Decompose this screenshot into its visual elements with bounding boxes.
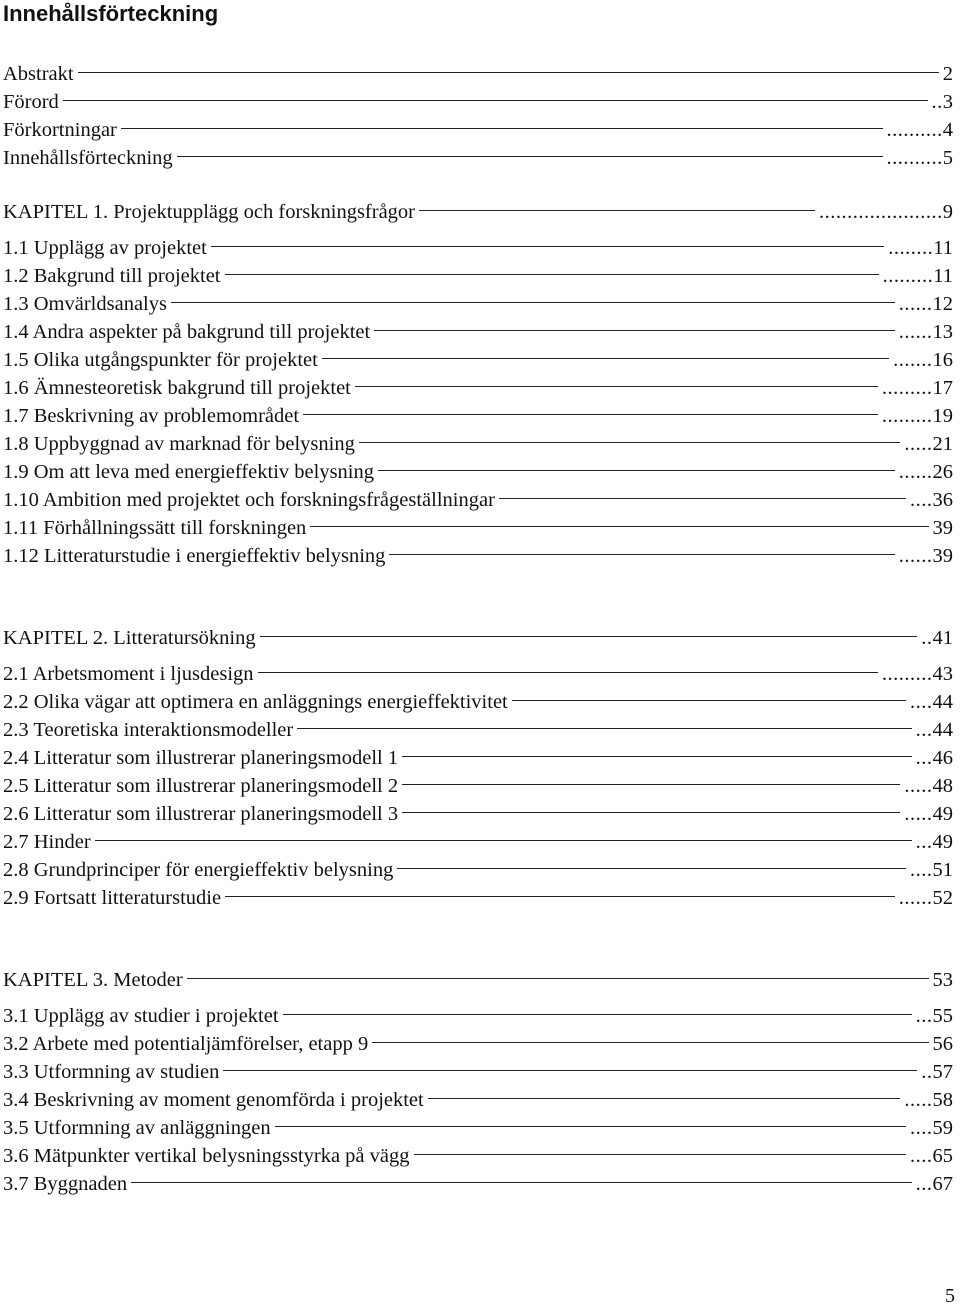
toc-entry-label: 1.8 Uppbyggnad av marknad för belysning: [3, 433, 355, 455]
toc-entry-page: 26: [932, 461, 953, 483]
toc-entry-label: 1.3 Omvärldsanalys: [3, 293, 167, 315]
toc-entry-page: 67: [932, 1173, 953, 1195]
toc-leader-line: [167, 282, 899, 310]
toc-entry-label: 1.10 Ambition med projektet och forskningsfrågeställningar: [3, 489, 495, 511]
toc-entry-page: 19: [932, 405, 953, 427]
toc-entry-label: 2.8 Grundprinciper för energieffektiv belysning: [3, 859, 394, 881]
toc-entry-label: 2.6 Litteratur som illustrerar planeringsmodell 3: [3, 803, 399, 825]
toc-leader-dots: ......: [898, 321, 933, 343]
toc-entry-label: 1.9 Om att leva med energieffektiv belysning: [3, 461, 374, 483]
toc-entry-page: 55: [932, 1005, 953, 1027]
toc-leader-dots: .....: [904, 775, 933, 797]
toc-entry-page: 3: [942, 91, 953, 113]
toc-entry-label: 2.4 Litteratur som illustrerar planeringsmodell 1: [3, 747, 399, 769]
toc-entry-page: 44: [932, 719, 953, 741]
toc-entry-page: 39: [932, 545, 953, 567]
toc-leader-line: [351, 366, 882, 394]
toc-leader-line: [59, 80, 932, 108]
toc-leader-line: [183, 958, 933, 986]
toc-entry-label: 1.5 Olika utgångspunkter för projektet: [3, 349, 318, 371]
toc-entry-page: 12: [932, 293, 953, 315]
toc-leader-line: [279, 994, 916, 1022]
toc-entry-page: 41: [932, 627, 953, 649]
toc-entry-label: 2.1 Arbetsmoment i ljusdesign: [3, 663, 254, 685]
toc-entry-label: 1.2 Bakgrund till projektet: [3, 265, 221, 287]
toc-entry-label: 1.11 Förhållningssätt till forskningen: [3, 517, 307, 539]
toc-entry-page: 48: [932, 775, 953, 797]
toc-leader-dots: ....: [910, 859, 933, 881]
toc-entry-label: 3.3 Utformning av studien: [3, 1061, 220, 1083]
toc-entry-page: 16: [932, 349, 953, 371]
toc-leader-line: [495, 478, 910, 506]
toc-entry[interactable]: [3, 52, 953, 85]
toc-entry-page: 11: [933, 265, 953, 287]
toc-leader-line: [318, 338, 893, 366]
toc-entry-page: 5: [942, 147, 953, 169]
toc-leader-line: [254, 652, 882, 680]
toc-entry-page: 39: [932, 517, 953, 539]
toc-entry-label: 3.1 Upplägg av studier i projektet: [3, 1005, 279, 1027]
toc-entry-page: 9: [942, 201, 953, 223]
toc-leader-dots: .........: [881, 377, 933, 399]
toc-entry-page: 13: [932, 321, 953, 343]
toc-leader-dots: .....: [904, 1089, 933, 1111]
toc-entry[interactable]: [3, 136, 953, 169]
toc-leader-line: [271, 1106, 910, 1134]
toc-entry-label: 3.4 Beskrivning av moment genomförda i projektet: [3, 1089, 424, 1111]
toc-entry[interactable]: [3, 108, 953, 141]
toc-entry-label: 2.3 Teoretiska interaktionsmodeller: [3, 719, 294, 741]
toc-entry-page: 49: [932, 831, 953, 853]
toc-entry[interactable]: [3, 616, 953, 649]
toc-leader-dots: .......: [893, 349, 933, 371]
toc-entry-page: 11: [933, 237, 953, 259]
toc-entry[interactable]: [3, 994, 953, 1027]
toc-entry-page: 2: [942, 63, 953, 85]
toc-leader-line: [355, 422, 905, 450]
toc-entry[interactable]: [3, 848, 953, 881]
toc-leader-dots: ......: [898, 545, 933, 567]
toc-leader-line: [398, 736, 916, 764]
toc-entry-label: 1.4 Andra aspekter på bakgrund till projektet: [3, 321, 371, 343]
toc-entry-page: 65: [932, 1145, 953, 1167]
toc-leader-line: [393, 848, 910, 876]
toc-leader-dots: ......: [898, 887, 933, 909]
toc-leader-dots: .........: [882, 265, 934, 287]
toc-entry-label: 3.5 Utformning av anläggningen: [3, 1117, 271, 1139]
toc-leader-dots: ....: [910, 1117, 933, 1139]
toc-leader-line: [221, 254, 883, 282]
toc-leader-dots: ....: [910, 1145, 933, 1167]
toc-entry-label: 3.6 Mätpunkter vertikal belysningsstyrka på vägg: [3, 1145, 410, 1167]
toc-leader-line: [398, 764, 904, 792]
section-spacer: [3, 904, 953, 958]
toc-leader-dots: ......................: [819, 201, 943, 223]
toc-entry-label: 2.5 Litteratur som illustrerar planeringsmodell 2: [3, 775, 399, 797]
toc-leader-line: [424, 1078, 905, 1106]
toc-leader-dots: ...: [915, 719, 933, 741]
toc-entry-page: 56: [932, 1033, 953, 1055]
toc-entry[interactable]: [3, 820, 953, 853]
toc-leader-line: [299, 394, 882, 422]
toc-entry-page: 57: [932, 1061, 953, 1083]
toc-entry-label: 1.6 Ämnesteoretisk bakgrund till projektet: [3, 377, 351, 399]
toc-leader-dots: ..: [921, 627, 933, 649]
toc-leader-dots: ..: [931, 91, 943, 113]
toc-leader-line: [74, 52, 943, 80]
toc-leader-dots: .....: [904, 803, 933, 825]
toc-leader-dots: ..........: [886, 147, 943, 169]
toc-entry-label: Abstrakt: [3, 63, 74, 85]
toc-entry-label: 1.7 Beskrivning av problemområdet: [3, 405, 300, 427]
toc-leader-line: [219, 1050, 921, 1078]
toc-leader-line: [207, 226, 888, 254]
toc-leader-dots: ......: [898, 293, 933, 315]
toc-leader-line: [508, 680, 910, 708]
toc-entry-label: 3.7 Byggnaden: [3, 1173, 128, 1195]
toc-entry-page: 17: [932, 377, 953, 399]
toc-entry-label: KAPITEL 1. Projektupplägg och forskningsfrågor: [3, 201, 416, 223]
toc-leader-line: [415, 190, 819, 218]
toc-entry-label: Förord: [3, 91, 59, 113]
page-number: 5: [945, 1285, 955, 1307]
toc-entry[interactable]: [3, 80, 953, 113]
toc-leader-dots: ..........: [886, 119, 943, 141]
toc-entry-label: Innehållsförteckning: [3, 147, 173, 169]
toc-entry-page: 52: [932, 887, 953, 909]
toc-leader-dots: ...: [915, 1005, 933, 1027]
toc-entry-label: 2.7 Hinder: [3, 831, 91, 853]
toc-leader-dots: ....: [910, 691, 933, 713]
toc-entry-page: 36: [932, 489, 953, 511]
toc-entry[interactable]: [3, 652, 953, 685]
toc-entry-page: 4: [942, 119, 953, 141]
toc-leader-line: [374, 450, 899, 478]
toc-entry-label: 2.9 Fortsatt litteraturstudie: [3, 887, 222, 909]
toc-leader-line: [293, 708, 915, 736]
toc-leader-line: [256, 616, 922, 644]
toc-entry-page: 21: [932, 433, 953, 455]
section-spacer: [3, 562, 953, 616]
toc-entry-page: 46: [932, 747, 953, 769]
toc-entry-page: 49: [932, 803, 953, 825]
toc-leader-dots: .........: [881, 405, 933, 427]
toc-leader-line: [221, 876, 899, 904]
toc-entry-page: 51: [932, 859, 953, 881]
table-of-contents: [3, 52, 953, 1195]
toc-entry[interactable]: [3, 1162, 953, 1195]
toc-leader-dots: ..: [921, 1061, 933, 1083]
toc-leader-dots: .........: [881, 663, 933, 685]
toc-entry-page: 43: [932, 663, 953, 685]
toc-leader-dots: ....: [910, 489, 933, 511]
toc-leader-line: [173, 136, 887, 164]
toc-leader-line: [410, 1134, 911, 1162]
toc-leader-dots: ...: [915, 747, 933, 769]
toc-heading: Innehållsförteckning: [3, 1, 219, 26]
toc-entry-page: 58: [932, 1089, 953, 1111]
toc-leader-dots: ......: [898, 461, 933, 483]
toc-leader-line: [306, 506, 932, 534]
toc-entry[interactable]: [3, 226, 953, 259]
toc-entry-label: Förkortningar: [3, 119, 117, 141]
toc-leader-line: [368, 1022, 932, 1050]
toc-leader-line: [385, 534, 898, 562]
toc-entry-label: 2.2 Olika vägar att optimera en anläggnings energieffektivitet: [3, 691, 508, 713]
toc-leader-line: [117, 108, 887, 136]
toc-entry[interactable]: [3, 958, 953, 991]
toc-entry[interactable]: [3, 190, 953, 223]
toc-entry-label: KAPITEL 2. Litteratursökning: [3, 627, 256, 649]
toc-leader-line: [127, 1162, 916, 1190]
toc-entry-page: 44: [932, 691, 953, 713]
toc-entry-label: 1.12 Litteraturstudie i energieffektiv belysning: [3, 545, 386, 567]
toc-leader-dots: ...: [915, 1173, 933, 1195]
toc-entry-label: 3.2 Arbete med potentialjämförelser, etapp 9: [3, 1033, 369, 1055]
toc-leader-dots: ........: [888, 237, 934, 259]
toc-leader-line: [370, 310, 899, 338]
toc-leader-dots: .....: [904, 433, 933, 455]
toc-entry-page: 59: [932, 1117, 953, 1139]
toc-entry-label: KAPITEL 3. Metoder: [3, 969, 183, 991]
toc-entry-label: 1.1 Upplägg av projektet: [3, 237, 207, 259]
toc-leader-line: [91, 820, 916, 848]
toc-leader-dots: ...: [915, 831, 933, 853]
toc-leader-line: [398, 792, 904, 820]
toc-entry-page: 53: [932, 969, 953, 991]
